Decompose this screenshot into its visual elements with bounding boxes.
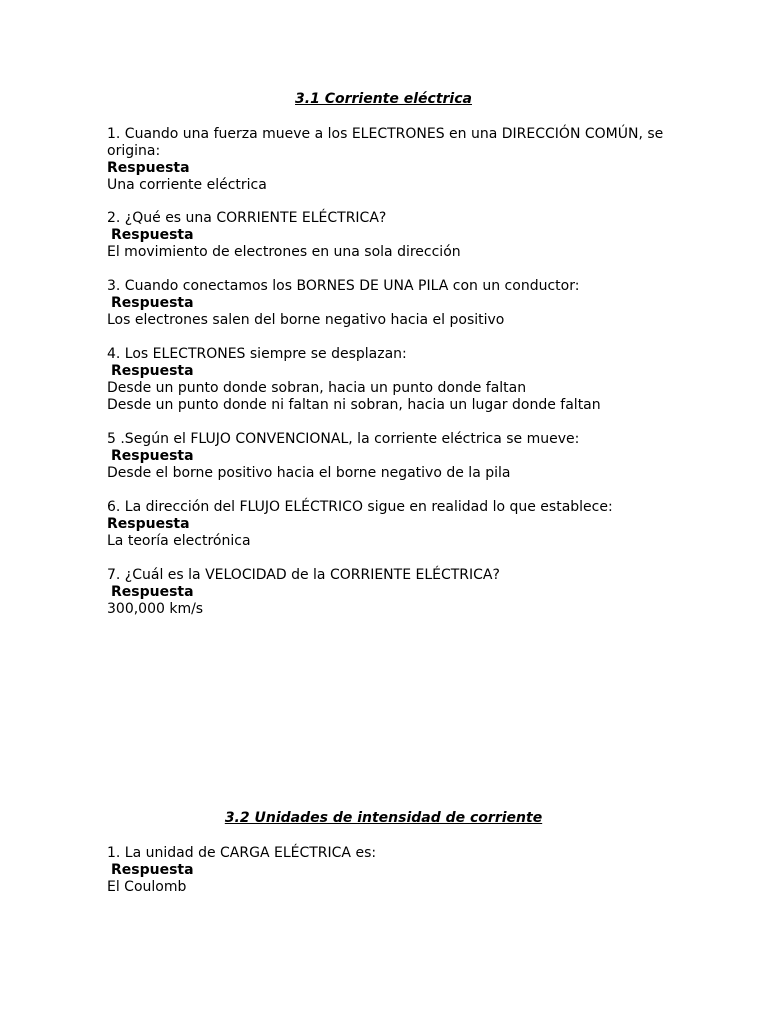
question-text: 5 .Según el FLUJO CONVENCIONAL, la corriente eléctrica se mueve:	[107, 431, 580, 447]
answer-text: Una corriente eléctrica	[107, 177, 267, 193]
question-block-5	[107, 431, 667, 482]
question-block-3-2-1	[107, 845, 667, 896]
section-title-3-1: 3.1 Corriente eléctrica	[295, 91, 472, 107]
answer-text: El movimiento de electrones en una sola dirección	[107, 244, 461, 260]
answer-text: Desde el borne positivo hacia el borne negativo de la pila	[107, 465, 511, 481]
answer-label: Respuesta	[107, 516, 190, 532]
question-text: 3. Cuando conectamos los BORNES DE UNA PILA con un conductor:	[107, 278, 580, 294]
question-text: 2. ¿Qué es una CORRIENTE ELÉCTRICA?	[107, 210, 387, 226]
answer-label: Respuesta	[111, 584, 194, 600]
answer-label: Respuesta	[107, 160, 190, 176]
question-text: 1. Cuando una fuerza mueve a los ELECTRONES en una DIRECCIÓN COMÚN, se origina:	[107, 126, 664, 159]
answer-label: Respuesta	[111, 227, 194, 243]
question-text: 6. La dirección del FLUJO ELÉCTRICO sigue en realidad lo que establece:	[107, 499, 613, 515]
answer-text: 300,000 km/s	[107, 601, 204, 617]
question-block-3	[107, 278, 667, 329]
answer-text: Desde un punto donde sobran, hacia un punto donde faltan	[107, 380, 527, 396]
question-block-7	[107, 567, 667, 618]
section-title-3-2: 3.2 Unidades de intensidad de corriente	[224, 810, 543, 826]
question-block-4	[107, 346, 667, 414]
question-block-6	[107, 499, 667, 550]
question-text: 1. La unidad de CARGA ELÉCTRICA es:	[107, 845, 377, 861]
question-block-2	[107, 210, 667, 261]
answer-label: Respuesta	[111, 448, 194, 464]
answer-text: Desde un punto donde ni faltan ni sobran, hacia un lugar donde faltan	[107, 397, 601, 413]
question-text: 7. ¿Cuál es la VELOCIDAD de la CORRIENTE ELÉCTRICA?	[107, 567, 500, 583]
answer-label: Respuesta	[111, 295, 194, 311]
question-block-1	[107, 126, 667, 194]
answer-text: La teoría electrónica	[107, 533, 251, 549]
answer-label: Respuesta	[111, 363, 194, 379]
answer-text: El Coulomb	[107, 879, 187, 895]
answer-label: Respuesta	[111, 862, 194, 878]
answer-text: Los electrones salen del borne negativo hacia el positivo	[107, 312, 505, 328]
question-text: 4. Los ELECTRONES siempre se desplazan:	[107, 346, 407, 362]
